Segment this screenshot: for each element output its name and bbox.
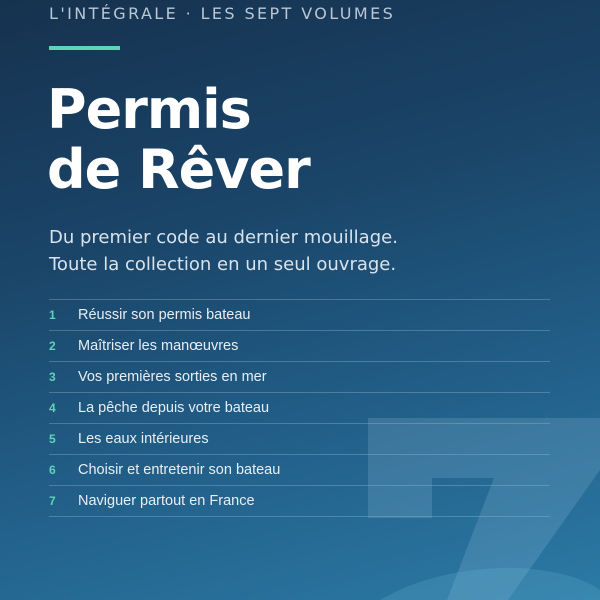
volume-number: 4 xyxy=(49,401,56,415)
volume-title: Vos premières sorties en mer xyxy=(78,369,267,385)
volume-list xyxy=(49,299,550,517)
volume-item xyxy=(49,300,550,331)
volume-item xyxy=(49,424,550,455)
volume-title: Choisir et entretenir son bateau xyxy=(78,462,281,478)
title-line: Permis xyxy=(47,78,251,141)
volume-item xyxy=(49,362,550,393)
volume-title: Maîtriser les manœuvres xyxy=(78,338,239,354)
volume-number: 5 xyxy=(49,432,56,446)
volume-title: Les eaux intérieures xyxy=(78,431,209,447)
volume-number: 7 xyxy=(49,494,56,508)
volume-item xyxy=(49,331,550,362)
accent-divider xyxy=(49,46,120,50)
overline: L'INTÉGRALE · LES SEPT VOLUMES xyxy=(49,4,396,23)
volume-title: Naviguer partout en France xyxy=(78,493,255,509)
subtitle xyxy=(49,224,398,278)
book-title xyxy=(47,80,310,200)
subtitle-line: Toute la collection en un seul ouvrage. xyxy=(49,254,397,275)
volume-title: La pêche depuis votre bateau xyxy=(78,400,270,416)
volume-item xyxy=(49,455,550,486)
title-line: de Rêver xyxy=(47,138,310,201)
volume-item xyxy=(49,393,550,424)
volume-item xyxy=(49,486,550,517)
volume-title: Réussir son permis bateau xyxy=(78,307,251,323)
volume-number: 2 xyxy=(49,339,56,353)
volume-number: 1 xyxy=(49,308,56,322)
subtitle-line: Du premier code au dernier mouillage. xyxy=(49,227,398,248)
volume-number: 6 xyxy=(49,463,56,477)
volume-number: 3 xyxy=(49,370,56,384)
